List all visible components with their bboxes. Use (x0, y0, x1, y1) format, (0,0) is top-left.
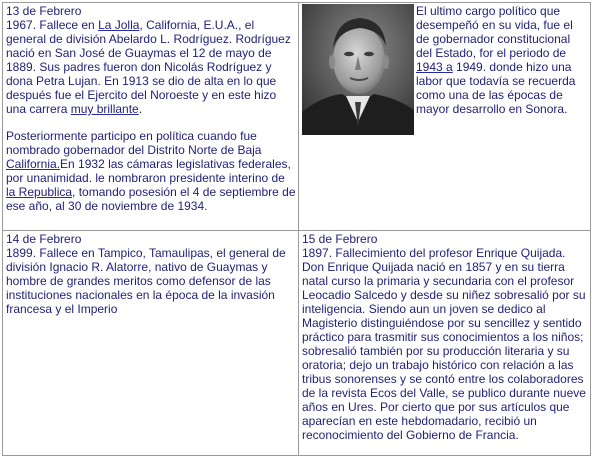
underlined-text: 1943 a (416, 60, 453, 74)
cell-feb13-photo (299, 3, 591, 231)
entry-paragraph-2 (6, 129, 296, 213)
table-row (3, 231, 591, 456)
cell-feb13-text (3, 3, 299, 231)
cell-feb15 (299, 231, 591, 456)
portrait-photo-icon (302, 4, 414, 135)
entry-text: 1899. Fallece en Tampico, Tamaulipas, el general de división Ignacio R. Alatorre, nativo de Guaymas y hombre de grandes meritos como defensor de las instituciones nacionales en la época de la invasión francesa y el Imperio (6, 246, 286, 316)
table-row (3, 3, 591, 231)
entry-text: 1897. Fallecimiento del profesor Enrique Quijada. Don Enrique Quijada nació en 1857 y en su tierra natal curso la primaria y secundaria con el profesor Leocadio Salcedo y desde su niñez sobresalió por su inteligencia. Siendo aun un joven se dedico al Magisterio distinguiéndose por su sencillez y sentido práctico para trasmitir sus conocimientos a los niños; sobresalió también por su producción literaria y su oratoria; dejo un trabajo histórico con relación a las tribus sonorenses y se contó entre los colaboradores de la revista Ecos del Valle, se publico durante nueve años en Ures. Por cierto que por sus artículos que aparecían en este hebdomadario, recibió un reconocimiento del Gobierno de Francia. (302, 246, 586, 442)
underlined-text: muy brillante (70, 102, 139, 116)
entry-date: 15 de Febrero (302, 232, 378, 246)
text-run: , California, E.U.A., el general de división Abelardo L. Rodríguez. Rodríguez nació en San José de Guaymas el 12 de mayo de 1889. Sus padres fueron don Nicolás Rodríguez y dona Petra Lujan. En 1913 se dio de alta en lo que después fue el Ejercito del Noroeste y en este hizo una carrera (6, 18, 291, 116)
cell-feb14 (3, 231, 299, 456)
history-table (2, 2, 591, 456)
entry-date: 13 de Febrero (6, 4, 82, 18)
paragraph-gap (6, 116, 296, 129)
entry-paragraph-1 (6, 18, 296, 116)
text-run: Posteriormente participo en política cuando fue nombrado gobernador del Distrito Norte de Baja (6, 129, 262, 157)
text-run: 1967. Fallece en (6, 18, 99, 32)
text-run: , tomando posesión el 4 de septiembre de ese año, al 30 de noviembre de 1934. (6, 185, 296, 213)
text-run: 1949. donde hizo una labor que todavía se recuerda como una de las épocas de mayor desarrollo en Sonora. (416, 60, 576, 116)
text-run: . (138, 102, 143, 116)
underlined-text: la Republica (6, 185, 73, 199)
underlined-text: California. (6, 157, 61, 171)
text-run: El ultimo cargo político que desempeñó en su vida, fue el de gobernador constitucional del Estado, for el periodo de (416, 4, 573, 60)
text-run: En 1932 las cámaras legislativas federales, por unanimidad. le nombraron presidente interino de (6, 157, 291, 185)
entry-date: 14 de Febrero (6, 232, 82, 246)
underlined-text: La Jolla (98, 18, 140, 32)
